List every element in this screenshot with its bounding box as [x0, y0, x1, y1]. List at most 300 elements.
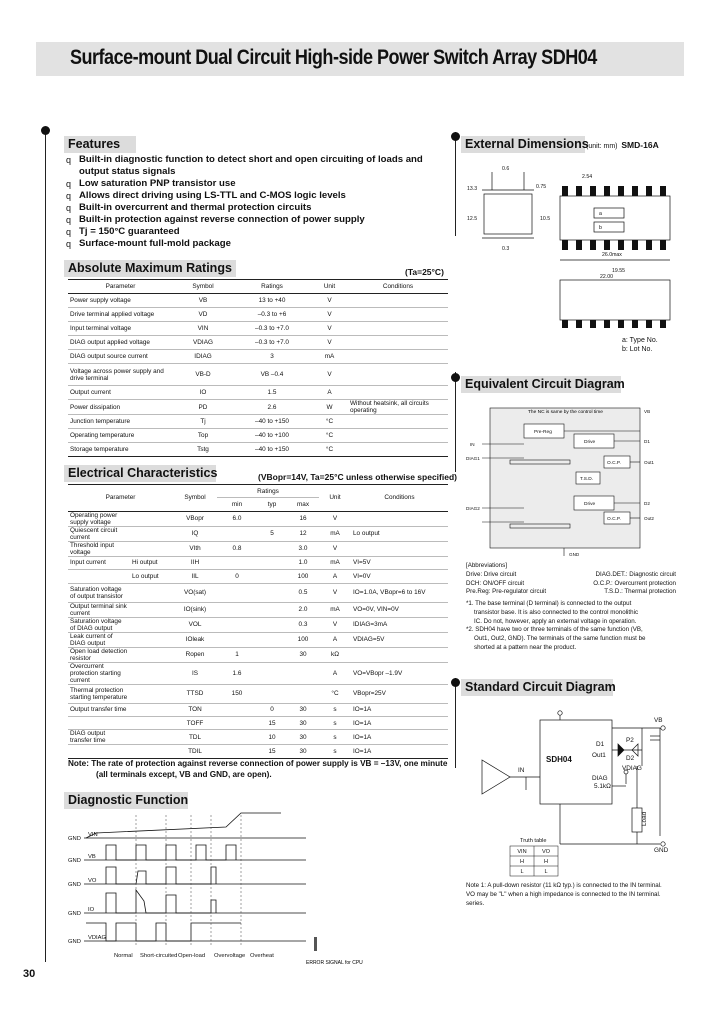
table-cell: Thermal protection starting temperature [70, 686, 128, 701]
table-cell: IIH [190, 559, 200, 567]
table-row [68, 662, 448, 684]
table-row [68, 716, 448, 729]
equiv-notes: *1. The base terminal (D terminal) is connected to the output transistor base. It is also connected to the control monolithic IC. Do not, however, apply an external voltage in operation. *2. SDH04 have two or three terminals of the same function (VB, Out1, Out2, GND). The terminals of the same function must be shorted at a pattern near the product. [466, 600, 646, 651]
ext-dim-legend: a: Type No. b: Lot No. [622, 337, 658, 353]
table-cell: 2.6 [267, 403, 277, 411]
svg-text:D1: D1 [644, 439, 650, 444]
dim-label: 13.3 [467, 186, 478, 192]
table-cell: Hi output [132, 559, 158, 567]
table-cell: Power supply voltage [70, 297, 131, 304]
table-cell: Overcurrent protection starting current [70, 662, 121, 684]
table-cell: 30 [299, 651, 307, 659]
table-cell: VB –0.4 [260, 371, 284, 378]
dim-label: 0.3 [502, 246, 510, 252]
table-cell: 10 [268, 733, 276, 741]
table-cell: Leak current of DIAG output [70, 632, 113, 647]
type-mark: a [599, 211, 602, 217]
table-cell [351, 647, 448, 662]
table-cell: IO=1A [353, 733, 372, 741]
table-cell [348, 364, 448, 386]
table-cell: Lo output [132, 572, 159, 580]
phase-label: Short-circuited [140, 953, 178, 959]
svg-text:Out1: Out1 [592, 752, 606, 759]
table-cell: VI=5V [353, 559, 371, 567]
table-subheader: min [231, 501, 243, 509]
elec-condition: (VBopr=14V, Ta=25°C unless otherwise specified) [258, 472, 457, 482]
table-cell: 0 [235, 572, 239, 580]
table-cell [68, 716, 130, 729]
table-cell: A [332, 669, 338, 677]
table-cell: 1 [235, 651, 239, 659]
table-cell: 12 [299, 530, 307, 538]
right-rule-dot-3 [451, 678, 460, 687]
table-cell: Power dissipation [70, 403, 121, 411]
table-cell [348, 386, 448, 400]
list-item: q Low saturation PNP transistor use [66, 178, 236, 189]
table-cell: V [327, 339, 332, 346]
table-cell [130, 662, 173, 684]
table-cell: 0 [270, 706, 274, 714]
table-row [68, 684, 448, 703]
table-cell: IS [191, 669, 199, 677]
list-item: q Tj = 150°C guaranteed [66, 226, 180, 237]
table-cell [130, 703, 173, 716]
svg-text:GND: GND [569, 552, 580, 557]
svg-text:VDIAG: VDIAG [622, 765, 642, 772]
table-cell: 30 [299, 706, 307, 714]
elec-table [68, 484, 448, 759]
table-cell: A [332, 572, 338, 580]
table-cell: Without heatsink, all circuits operating [350, 400, 429, 414]
table-header: Unit [329, 494, 341, 502]
svg-text:Pre-Reg: Pre-Reg [534, 430, 552, 435]
table-cell: Storage temperature [70, 446, 129, 453]
table-cell: 13 to +40 [258, 297, 286, 304]
table-cell: mA [330, 559, 340, 567]
svg-text:VIN: VIN [517, 849, 527, 855]
gnd-label: GND [68, 882, 81, 888]
svg-text:IN: IN [518, 767, 525, 774]
table-cell: 100 [297, 572, 309, 580]
list-item: q Surface-mount full-mold package [66, 238, 231, 249]
svg-text:IN: IN [470, 442, 475, 447]
table-cell [257, 570, 287, 583]
table-cell [130, 745, 173, 758]
table-cell [217, 632, 257, 647]
table-cell: V [332, 515, 338, 523]
left-rule [45, 130, 46, 962]
table-cell [257, 617, 287, 632]
table-cell: PD [198, 403, 208, 411]
svg-text:5.1kΩ: 5.1kΩ [594, 783, 611, 790]
table-cell: Tj [200, 418, 206, 425]
table-cell: Output current [70, 389, 111, 396]
table-cell: VB-D [195, 371, 211, 378]
table-row [68, 308, 448, 322]
title-bar [36, 42, 684, 76]
gnd-label: GND [68, 858, 81, 864]
table-cell: TDL [188, 733, 202, 741]
table-cell: mA [330, 606, 340, 614]
table-cell: VO(sat) [183, 589, 206, 597]
table-row [68, 602, 448, 617]
table-cell: 0.8 [232, 545, 242, 553]
table-row [68, 294, 448, 308]
table-header: Conditions [384, 494, 415, 502]
table-cell [130, 541, 173, 556]
vb-label: VB [88, 854, 96, 860]
svg-text:VB: VB [644, 409, 651, 414]
table-cell [130, 511, 173, 526]
svg-text:D1: D1 [596, 741, 605, 748]
io-label: IO [88, 907, 95, 913]
dim-label: 12.5 [467, 216, 478, 222]
table-cell [257, 583, 287, 602]
table-cell: 1.0 [298, 559, 308, 567]
table-row [68, 583, 448, 602]
table-cell: V [327, 297, 332, 304]
table-cell: Drive terminal applied voltage [70, 311, 155, 318]
abs-max-condition: (Ta=25°C) [405, 267, 444, 277]
table-cell [257, 556, 287, 569]
table-cell: VO=0V, VIN=0V [353, 606, 399, 614]
table-cell: TDIL [188, 748, 202, 756]
table-row [68, 511, 448, 526]
table-cell: IO [199, 389, 207, 396]
svg-text:VO: VO [541, 849, 551, 855]
table-cell: VIth [189, 545, 201, 553]
table-cell: IO=1A [353, 719, 372, 727]
svg-text:DIAG1: DIAG1 [466, 456, 480, 461]
table-cell: Operating power supply voltage [70, 511, 118, 526]
table-cell: 30 [299, 748, 307, 756]
svg-text:VB: VB [654, 717, 663, 724]
table-cell [257, 684, 287, 703]
gnd-label: GND [68, 911, 81, 917]
table-row [68, 429, 448, 443]
table-row [68, 730, 448, 745]
phase-label: Overheat [250, 953, 274, 959]
table-cell [130, 526, 173, 541]
table-cell: IDIAG [194, 353, 212, 360]
svg-text:D2: D2 [644, 501, 650, 506]
table-cell: V [327, 311, 332, 318]
table-cell [68, 745, 130, 758]
gnd-label: GND [68, 836, 81, 842]
table-cell: TOFF [186, 719, 204, 727]
table-cell: –0.3 to +7.0 [255, 325, 289, 332]
table-row [68, 647, 448, 662]
table-cell: VD [198, 311, 208, 318]
vo-label: VO [88, 878, 97, 884]
table-cell [257, 632, 287, 647]
table-cell: IO(sink) [183, 606, 207, 614]
table-cell: VOL [188, 621, 202, 629]
list-item: output status signals [79, 166, 176, 177]
table-subheader: typ [267, 501, 277, 509]
table-cell [130, 583, 173, 602]
table-cell: 30 [299, 719, 307, 727]
svg-text:Out2: Out2 [644, 516, 654, 521]
table-row [68, 745, 448, 758]
table-cell: kΩ [331, 651, 339, 659]
table-cell: Tstg [197, 446, 209, 453]
table-cell [351, 511, 448, 526]
table-cell [351, 541, 448, 556]
table-cell [257, 647, 287, 662]
table-cell [348, 308, 448, 322]
right-rule-dot-2 [451, 373, 460, 382]
error-signal-label: ERROR SIGNAL for CPU [306, 960, 363, 965]
gnd-label: GND [68, 939, 81, 945]
table-row [68, 541, 448, 556]
table-cell [348, 415, 448, 429]
svg-text:Out1: Out1 [644, 460, 654, 465]
table-cell: Lo output [353, 530, 380, 538]
table-cell: Top [197, 432, 209, 439]
table-cell [217, 617, 257, 632]
table-cell [287, 684, 319, 703]
table-cell: V [332, 621, 338, 629]
table-cell [257, 511, 287, 526]
table-cell: VBopr [186, 515, 204, 523]
svg-text:T.S.D.: T.S.D. [580, 477, 594, 482]
table-cell: –0.3 to +6 [257, 311, 287, 318]
table-header: Symbol [184, 494, 206, 502]
right-rule-3 [455, 678, 456, 768]
std-notes: Note 1: A pull-down resistor (11 kΩ typ.) is connected to the IN terminal. VO may be "L" when a high impedance is connected to the IN terminal. series. [466, 882, 662, 907]
page-number: 30 [23, 968, 36, 980]
svg-text:H: H [519, 859, 525, 865]
table-cell: 1.5 [267, 389, 277, 396]
equivalent-circuit-diagram [464, 400, 674, 560]
chip-label: SDH04 [546, 755, 572, 764]
dim-label: 10.5 [540, 216, 551, 222]
table-cell: s [333, 719, 337, 727]
table-header: Symbol [192, 283, 214, 290]
table-cell [130, 632, 173, 647]
right-rule-1 [455, 132, 456, 236]
ext-dim-unit: (unit: mm) SMD-16A [586, 140, 659, 150]
dim-label: 2.54 [582, 174, 593, 180]
table-cell: IO=1A [353, 706, 372, 714]
table-header: Ratings [257, 487, 279, 495]
phase-label: Open-load [178, 953, 206, 959]
table-cell: –40 to +150 [255, 418, 289, 425]
table-cell [257, 541, 287, 556]
table-cell: IOleak [185, 636, 205, 644]
list-item: q Allows direct driving using LS-TTL and C-MOS logic levels [66, 190, 346, 201]
table-cell: VBopr=25V [353, 690, 386, 698]
lot-mark: b [599, 225, 602, 231]
table-cell [217, 556, 257, 569]
table-cell [348, 350, 448, 364]
table-cell: –0.3 to +7.0 [255, 339, 289, 346]
table-header: Unit [323, 283, 336, 290]
table-cell [217, 730, 257, 745]
table-cell: 150 [231, 690, 243, 698]
dim-label: 22.00 [600, 274, 613, 280]
table-cell: A [332, 636, 338, 644]
diagnostic-timing-diagram [66, 805, 366, 965]
abs-max-table [68, 279, 448, 457]
svg-text:GND: GND [654, 847, 669, 854]
table-cell: Input current [70, 559, 106, 567]
table-cell: 0.3 [298, 621, 308, 629]
table-cell [68, 570, 130, 583]
table-row [68, 350, 448, 364]
table-row [68, 415, 448, 429]
table-cell: V [332, 589, 338, 597]
table-cell [217, 583, 257, 602]
table-cell: 3.0 [298, 545, 308, 553]
table-cell: Input terminal voltage [70, 325, 132, 332]
svg-text:DIAG2: DIAG2 [466, 506, 480, 511]
table-cell: 5 [270, 530, 274, 538]
svg-text:L: L [544, 869, 548, 875]
table-cell: Junction temperature [70, 418, 131, 425]
table-cell: Voltage across power supply and drive terminal [70, 367, 164, 382]
table-row [68, 364, 448, 386]
table-cell [130, 716, 173, 729]
table-cell [217, 745, 257, 758]
table-cell [348, 294, 448, 308]
list-item: q Built-in protection against reverse connection of power supply [66, 214, 365, 225]
right-rule-2 [455, 372, 456, 472]
table-cell [130, 647, 173, 662]
table-header: Parameter [105, 283, 136, 290]
table-cell: Quiescent circuit current [70, 526, 118, 541]
phase-label: Normal [114, 953, 133, 959]
table-row [68, 632, 448, 647]
table-cell [130, 617, 173, 632]
table-cell: s [333, 748, 337, 756]
table-cell [348, 443, 448, 457]
table-cell: V [327, 325, 332, 332]
table-cell: 30 [299, 733, 307, 741]
table-cell [217, 526, 257, 541]
table-cell: mA [330, 530, 340, 538]
table-cell [287, 662, 319, 684]
table-cell: VDIAG [193, 339, 213, 346]
table-cell: 15 [268, 719, 276, 727]
table-cell: mA [324, 353, 335, 360]
table-cell [217, 716, 257, 729]
table-cell: IO=1A [353, 748, 372, 756]
table-cell [257, 662, 287, 684]
svg-text:Drive: Drive [584, 440, 596, 445]
table-cell [348, 429, 448, 443]
right-rule-dot-1 [451, 132, 460, 141]
table-cell: IIL [191, 572, 199, 580]
table-row [68, 443, 448, 457]
truth-table-title: Truth table [520, 838, 547, 844]
dim-label: 0.6 [502, 166, 510, 172]
vdiag-label: VDIAG [88, 935, 107, 941]
page-title: Surface-mount Dual Circuit High-side Power Switch Array SDH04 [70, 46, 597, 69]
table-cell: Operating temperature [70, 432, 135, 439]
table-row [68, 703, 448, 716]
table-cell: –40 to +150 [255, 446, 289, 453]
table-cell: s [333, 733, 337, 741]
table-row [68, 556, 448, 569]
table-cell: s [333, 706, 337, 714]
table-cell: °C [331, 690, 339, 698]
table-cell [348, 322, 448, 336]
table-cell: °C [325, 446, 334, 453]
table-cell: VI=0V [353, 572, 371, 580]
table-cell: 6.0 [232, 515, 242, 523]
table-cell [348, 336, 448, 350]
table-cell: IQ [191, 530, 199, 538]
dim-label: 26.0max [602, 252, 622, 258]
table-cell: Saturation voltage of DIAG output [70, 617, 122, 632]
table-row [68, 570, 448, 583]
table-cell: 1.6 [232, 669, 242, 677]
table-cell: TON [188, 706, 202, 714]
list-item: q Built-in overcurrent and thermal protection circuits [66, 202, 312, 213]
svg-text:H: H [543, 859, 549, 865]
table-cell: 2.0 [298, 606, 308, 614]
table-cell: VO=VBopr –1.9V [353, 669, 403, 677]
table-cell: IDIAG=3mA [353, 621, 388, 629]
svg-text:Load: Load [641, 811, 648, 826]
equiv-box-note: The NC is same by the control time [528, 410, 603, 415]
table-cell: Saturation voltage of output transistor [70, 585, 123, 600]
table-row [68, 322, 448, 336]
table-header: Parameter [105, 494, 136, 502]
vin-label: VIN [88, 832, 98, 838]
table-cell [130, 602, 173, 617]
table-cell: TTSD [186, 690, 204, 698]
svg-text:O.C.P.: O.C.P. [607, 461, 621, 466]
table-cell: VDIAG=5V [353, 636, 385, 644]
dim-label: 0.75 [536, 184, 547, 190]
table-cell: Open load detection resistor [70, 647, 128, 662]
svg-text:L: L [520, 869, 524, 875]
table-cell: W [326, 403, 333, 411]
table-header: Conditions [382, 283, 414, 290]
table-cell: 100 [297, 636, 309, 644]
table-row [68, 526, 448, 541]
left-rule-dot [41, 126, 50, 135]
table-cell: A [327, 389, 332, 396]
table-cell: 15 [268, 748, 276, 756]
table-cell [130, 730, 173, 745]
table-cell: VIN [197, 325, 209, 332]
table-header: Ratings [261, 283, 283, 290]
table-cell [130, 684, 173, 703]
table-cell: V [327, 371, 332, 378]
table-cell: DIAG output transfer time [70, 730, 106, 745]
table-cell: Ropen [185, 651, 205, 659]
table-cell: DIAG output applied voltage [70, 339, 150, 346]
table-cell: 0.5 [298, 589, 308, 597]
table-subheader: max [296, 501, 310, 509]
table-cell: Threshold input voltage [70, 541, 115, 556]
table-cell: DIAG output source current [70, 353, 148, 360]
table-cell: °C [325, 418, 334, 425]
table-cell [257, 602, 287, 617]
features-list [66, 154, 446, 250]
table-cell: 16 [299, 515, 307, 523]
svg-text:D2: D2 [626, 755, 635, 762]
table-cell: –40 to +100 [255, 432, 289, 439]
table-row [68, 386, 448, 400]
abbreviations: [Abbreviations] Drive: Drive circuit DIAG.DET.: Diagnostic circuit DCH: ON/OFF circuit O.C.P.: Overcurrent protection Pre.Reg: Pre-regulator circuit T.S.D.: Thermal protection [466, 562, 676, 596]
phase-label: Overvoltage [214, 953, 246, 959]
external-dimensions-drawing [462, 160, 684, 360]
